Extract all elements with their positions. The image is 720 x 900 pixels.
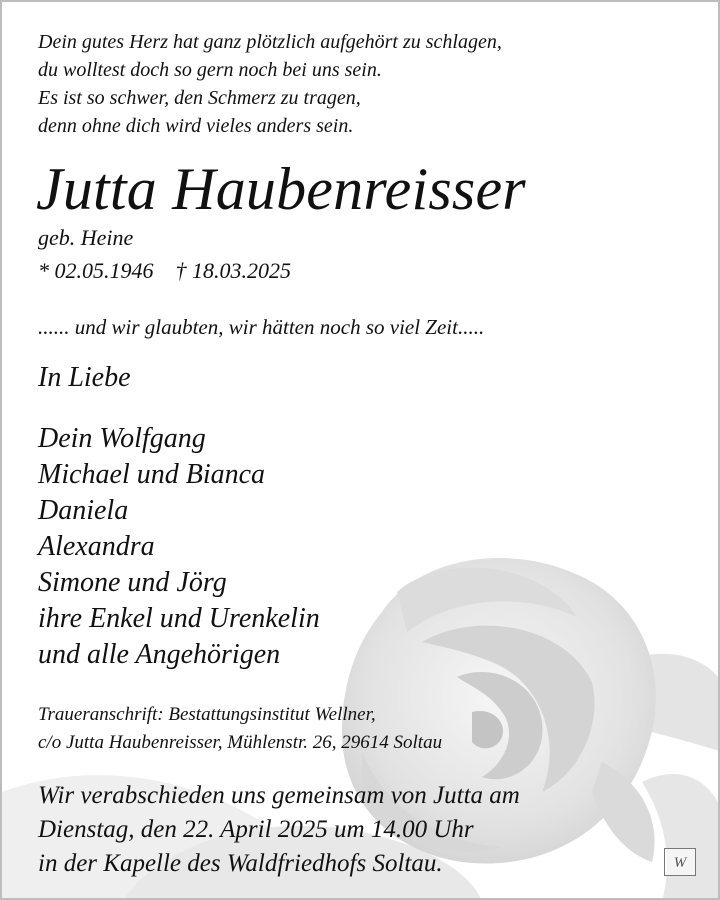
address-line: c/o Jutta Haubenreisser, Mühlenstr. 26, 29614 Soltau [38,732,443,753]
ceremony-info [38,779,520,881]
ceremony-line: in der Kapelle des Waldfriedhofs Soltau. [38,850,443,877]
publisher-logo: W [664,848,696,876]
poem-line: Es ist so schwer, den Schmerz zu tragen, [38,87,361,109]
mourners-list [38,421,320,673]
mourner: und alle Angehörigen [38,639,281,670]
poem [38,28,502,140]
mourning-address [38,701,442,757]
address-line: Traueranschrift: Bestattungsinstitut Wellner, [38,704,376,725]
mourner: Daniela [38,495,129,526]
poem-line: Dein gutes Herz hat ganz plötzlich aufgehört zu schlagen, [38,31,502,53]
deceased-name: Jutta Haubenreisser [36,156,526,222]
ceremony-line: Wir verabschieden uns gemeinsam von Jutta am [38,782,520,809]
mourner: Simone und Jörg [38,567,227,598]
birth-date: * 02.05.1946 [38,258,154,283]
poem-line: du wolltest doch so gern noch bei uns sein. [38,59,382,81]
mourner: Dein Wolfgang [38,423,206,454]
death-date: † 18.03.2025 [175,258,291,283]
mourner: Michael und Bianca [38,459,266,490]
greeting: In Liebe [38,362,131,393]
mourner: Alexandra [38,531,155,562]
quote: ...... und wir glaubten, wir hätten noch so viel Zeit..... [38,315,485,339]
life-dates [38,256,291,286]
poem-line: denn ohne dich wird vieles anders sein. [38,115,354,137]
birth-name: geb. Heine [38,225,134,250]
mourner: ihre Enkel und Urenkelin [38,603,320,634]
ceremony-line: Dienstag, den 22. April 2025 um 14.00 Uhr [38,816,474,843]
